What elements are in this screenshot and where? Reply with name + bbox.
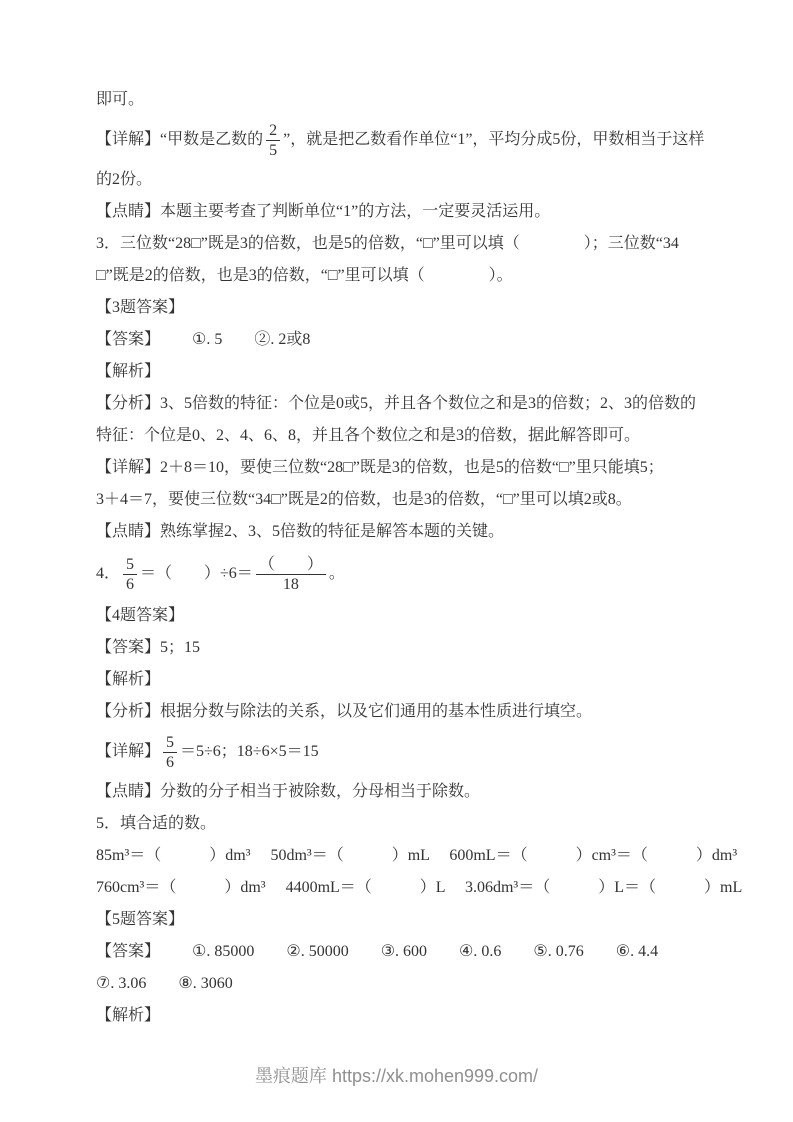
q3-dianjing-line: 【点睛】熟练掌握2、3、5倍数的特征是解答本题的关键。 xyxy=(96,523,505,540)
q5-units-row1: 85m³＝（ ）dm³ 50dm³＝（ ）mL 600mL＝（ ）cm³＝（ ）dm³ xyxy=(96,847,738,864)
q4-fenxi-line: 【分析】根据分数与除法的关系，以及它们通用的基本性质进行填空。 xyxy=(96,703,593,720)
fraction-denominator: 5 xyxy=(269,141,278,159)
watermark-footer: 墨痕题库 https://xk.mohen999.com/ xyxy=(254,1066,539,1086)
fraction-numerator: 2 xyxy=(266,121,280,141)
fraction-denominator: 6 xyxy=(166,753,175,771)
q5-answer-item-1: ①. 85000 xyxy=(192,943,255,960)
exam-content xyxy=(96,84,743,1032)
fraction-denominator: 18 xyxy=(282,575,299,593)
q5-answer-line2 xyxy=(96,968,733,1000)
q5-jiexi-line: 【解析】 xyxy=(96,1007,161,1024)
q5-answer-item-6: ⑥. 4.4 xyxy=(615,943,659,960)
q4-xiangjie-line xyxy=(96,728,733,776)
q5-answer-item-3: ③. 600 xyxy=(380,943,428,960)
q2-continuation-line: 即可。 xyxy=(96,91,145,108)
q3-fenxi-line2: 特征：个位是0、2、4、6、8，并且各个数位之和是3的倍数，据此解答即可。 xyxy=(96,427,641,444)
q4-stem-end: 。 xyxy=(328,565,345,582)
answer-label: 【答案】 xyxy=(96,331,161,348)
q4-xiangjie-suffix: ＝5÷6；18÷6×5＝15 xyxy=(180,743,319,760)
fraction-5-6 xyxy=(163,733,177,772)
fraction-2-5 xyxy=(266,121,280,160)
q4-answer-line: 【答案】5；15 xyxy=(96,639,201,656)
q3-stem-line1: 3．三位数“28□”既是3的倍数，也是5的倍数，“□”里可以填（ ）；三位数“34 xyxy=(96,235,679,252)
q3-answer-item-2: ②. 2或8 xyxy=(254,331,311,348)
q3-xiangjie-line1: 【详解】2＋8＝10，要使三位数“28□”既是3的倍数，也是5的倍数“□”里只能填5； xyxy=(96,459,664,476)
q3-stem-line2: □”既是2的倍数，也是3的倍数，“□”里可以填（ ）。 xyxy=(96,267,513,284)
fraction-5-6 xyxy=(123,555,137,594)
q3-fenxi-line1: 【分析】3、5倍数的特征：个位是0或5，并且各个数位之和是3的倍数；2、3的倍数的 xyxy=(96,395,697,412)
q3-answer-line xyxy=(96,324,733,356)
q5-answer-item-7: ⑦. 3.06 xyxy=(96,975,147,992)
q4-stem-line xyxy=(96,548,733,600)
fraction-denominator: 6 xyxy=(126,575,135,593)
q4-dianjing-line: 【点睛】分数的分子相当于被除数，分母相当于除数。 xyxy=(96,783,481,800)
q3-jiexi-line: 【解析】 xyxy=(96,363,161,380)
fraction-numerator: 5 xyxy=(123,555,137,575)
q4-answer-title: 【4题答案】 xyxy=(96,607,185,624)
fraction-numerator: （ ） xyxy=(256,555,326,575)
q3-answer-title: 【3题答案】 xyxy=(96,299,185,316)
q5-units-row2: 760cm³＝（ ）dm³ 4400mL＝（ ）L 3.06dm³＝（ ）L＝（ ）mL xyxy=(96,879,743,896)
q4-number: 4． xyxy=(96,565,121,582)
q3-xiangjie-line2: 3＋4＝7，要使三位数“34□”既是2的倍数，也是3的倍数，“□”里可以填2或8。 xyxy=(96,491,632,508)
q2-detail-line xyxy=(96,116,733,164)
q5-answer-item-8: ⑧. 3060 xyxy=(178,975,233,992)
q5-answer-item-4: ④. 0.6 xyxy=(459,943,502,960)
q5-stem-line: 5．填合适的数。 xyxy=(96,815,217,832)
q5-answer-item-5: ⑤. 0.76 xyxy=(533,943,584,960)
q2-detail-suffix: ”，就是把乙数看作单位“1”，平均分成5份，甲数相当于这样 xyxy=(283,131,705,148)
answer-label: 【答案】 xyxy=(96,943,161,960)
fraction-numerator: 5 xyxy=(163,733,177,753)
q3-answer-item-1: ①. 5 xyxy=(192,331,223,348)
q5-answer-item-2: ②. 50000 xyxy=(286,943,349,960)
fraction-blank-18 xyxy=(256,555,326,594)
q2-detail-line2: 的2份。 xyxy=(96,171,153,188)
q4-jiexi-line: 【解析】 xyxy=(96,671,161,688)
q5-answer-line1 xyxy=(96,936,733,968)
q2-dianjing-line: 【点睛】本题主要考查了判断单位“1”的方法，一定要灵活运用。 xyxy=(96,203,551,220)
q2-detail-prefix: 【详解】“甲数是乙数的 xyxy=(96,131,264,148)
q4-xiangjie-prefix: 【详解】 xyxy=(96,743,161,760)
q5-answer-title: 【5题答案】 xyxy=(96,911,185,928)
q4-stem-mid: ＝（ ）÷6＝ xyxy=(140,565,253,582)
